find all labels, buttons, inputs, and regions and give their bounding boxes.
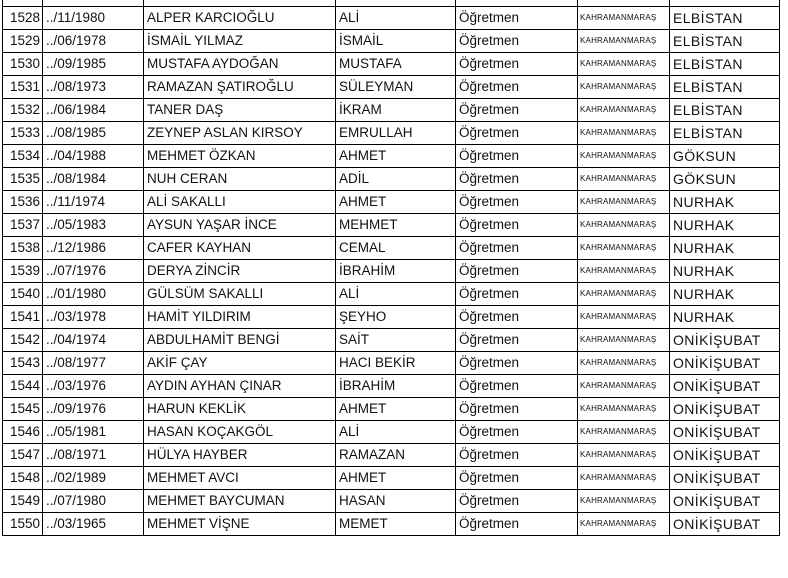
cell-father-name: ŞEYHO bbox=[336, 306, 456, 329]
cell-full-name: HASAN KOÇAKGÖL bbox=[144, 421, 336, 444]
cell-full-name: CAFER KAYHAN bbox=[144, 237, 336, 260]
cell-row-number: 1542 bbox=[3, 329, 43, 352]
cell-title: Öğretmen bbox=[456, 7, 578, 30]
cell-father-name: İKRAM bbox=[336, 99, 456, 122]
cell-row-number: 1547 bbox=[3, 444, 43, 467]
table-row bbox=[3, 444, 780, 467]
cell-province: KAHRAMANMARAŞ bbox=[578, 76, 670, 99]
cell-row-number: 1540 bbox=[3, 283, 43, 306]
cell-father-name: ALİ bbox=[336, 283, 456, 306]
cell-title: Öğretmen bbox=[456, 76, 578, 99]
table-row bbox=[3, 122, 780, 145]
cell-title: Öğretmen bbox=[456, 352, 578, 375]
cell-province: KAHRAMANMARAŞ bbox=[578, 283, 670, 306]
cell-full-name: TANER DAŞ bbox=[144, 99, 336, 122]
cell-district: ONİKİŞUBAT bbox=[670, 375, 780, 398]
cell-full-name: ALPER KARCIOĞLU bbox=[144, 7, 336, 30]
cell-birth-date: ../06/1984 bbox=[43, 99, 144, 122]
cell-full-name: MEHMET VİŞNE bbox=[144, 513, 336, 536]
cell-district: ELBİSTAN bbox=[670, 53, 780, 76]
cell-row-number: 1529 bbox=[3, 30, 43, 53]
cell-title: Öğretmen bbox=[456, 99, 578, 122]
cell-province: KAHRAMANMARAŞ bbox=[578, 53, 670, 76]
cell-row-number: 1550 bbox=[3, 513, 43, 536]
cell-full-name: MEHMET AVCI bbox=[144, 467, 336, 490]
cell-father-name: HASAN bbox=[336, 490, 456, 513]
cell-full-name: ZEYNEP ASLAN KIRSOY bbox=[144, 122, 336, 145]
cell-father-name: ALİ bbox=[336, 421, 456, 444]
cell-birth-date: ../03/1978 bbox=[43, 306, 144, 329]
cell-row-number: 1546 bbox=[3, 421, 43, 444]
cell-father-name: AHMET bbox=[336, 467, 456, 490]
table-row bbox=[3, 283, 780, 306]
cell-district: ONİKİŞUBAT bbox=[670, 513, 780, 536]
cell-title: Öğretmen bbox=[456, 306, 578, 329]
table-row bbox=[3, 30, 780, 53]
cell-row-number: 1532 bbox=[3, 99, 43, 122]
cell-title: Öğretmen bbox=[456, 30, 578, 53]
cell-district: ELBİSTAN bbox=[670, 122, 780, 145]
cell-birth-date: ../11/1980 bbox=[43, 7, 144, 30]
cell-birth-date: ../06/1978 bbox=[43, 30, 144, 53]
cell-province: KAHRAMANMARAŞ bbox=[578, 513, 670, 536]
cell-row-number: 1539 bbox=[3, 260, 43, 283]
cell-district: NURHAK bbox=[670, 260, 780, 283]
cell-birth-date: ../09/1976 bbox=[43, 398, 144, 421]
cell-province: KAHRAMANMARAŞ bbox=[578, 490, 670, 513]
cell-birth-date: ../03/1965 bbox=[43, 513, 144, 536]
cell-row-number: 1530 bbox=[3, 53, 43, 76]
cell-birth-date: ../08/1971 bbox=[43, 444, 144, 467]
table-row bbox=[3, 214, 780, 237]
cell-full-name: MEHMET BAYCUMAN bbox=[144, 490, 336, 513]
cell-province: KAHRAMANMARAŞ bbox=[578, 421, 670, 444]
cell-row-number: 1533 bbox=[3, 122, 43, 145]
table-row bbox=[3, 352, 780, 375]
cell-birth-date: ../09/1985 bbox=[43, 53, 144, 76]
cell-full-name: GÜLSÜM SAKALLI bbox=[144, 283, 336, 306]
table-row bbox=[3, 191, 780, 214]
cell-title: Öğretmen bbox=[456, 53, 578, 76]
cell-district: NURHAK bbox=[670, 283, 780, 306]
cell-father-name: HACI BEKİR bbox=[336, 352, 456, 375]
cell-title: Öğretmen bbox=[456, 375, 578, 398]
cell-full-name: HARUN KEKLİK bbox=[144, 398, 336, 421]
cell-father-name: RAMAZAN bbox=[336, 444, 456, 467]
table-row bbox=[3, 99, 780, 122]
cell-title: Öğretmen bbox=[456, 283, 578, 306]
cell-birth-date: ../11/1974 bbox=[43, 191, 144, 214]
cell-full-name: HAMİT YILDIRIM bbox=[144, 306, 336, 329]
table-row bbox=[3, 168, 780, 191]
cell-title: Öğretmen bbox=[456, 260, 578, 283]
table-row bbox=[3, 398, 780, 421]
cell-district: ELBİSTAN bbox=[670, 99, 780, 122]
cell-father-name: İBRAHİM bbox=[336, 260, 456, 283]
cell-full-name: MUSTAFA AYDOĞAN bbox=[144, 53, 336, 76]
cell-birth-date: ../08/1984 bbox=[43, 168, 144, 191]
cell-row-number: 1528 bbox=[3, 7, 43, 30]
cell-row-number: 1531 bbox=[3, 76, 43, 99]
cell-province: KAHRAMANMARAŞ bbox=[578, 329, 670, 352]
cell-title: Öğretmen bbox=[456, 145, 578, 168]
cell-full-name: ALİ SAKALLI bbox=[144, 191, 336, 214]
cell-row-number: 1544 bbox=[3, 375, 43, 398]
cell-row-number: 1545 bbox=[3, 398, 43, 421]
cell-province: KAHRAMANMARAŞ bbox=[578, 352, 670, 375]
cell-birth-date: ../03/1976 bbox=[43, 375, 144, 398]
cell-district: NURHAK bbox=[670, 214, 780, 237]
cell-full-name: AKİF ÇAY bbox=[144, 352, 336, 375]
cell-title: Öğretmen bbox=[456, 329, 578, 352]
cell-birth-date: ../05/1983 bbox=[43, 214, 144, 237]
table-row bbox=[3, 306, 780, 329]
cell-district: GÖKSUN bbox=[670, 168, 780, 191]
cell-district: ONİKİŞUBAT bbox=[670, 421, 780, 444]
cell-father-name: AHMET bbox=[336, 191, 456, 214]
cell-district: ONİKİŞUBAT bbox=[670, 467, 780, 490]
cell-title: Öğretmen bbox=[456, 444, 578, 467]
cell-district: NURHAK bbox=[670, 191, 780, 214]
cell-full-name: HÜLYA HAYBER bbox=[144, 444, 336, 467]
table-row bbox=[3, 145, 780, 168]
cell-full-name: NUH CERAN bbox=[144, 168, 336, 191]
cell-title: Öğretmen bbox=[456, 467, 578, 490]
table-row bbox=[3, 53, 780, 76]
cell-father-name: İBRAHİM bbox=[336, 375, 456, 398]
cell-birth-date: ../08/1985 bbox=[43, 122, 144, 145]
cell-row-number: 1538 bbox=[3, 237, 43, 260]
table-row bbox=[3, 76, 780, 99]
cell-father-name: SAİT bbox=[336, 329, 456, 352]
cell-father-name: SÜLEYMAN bbox=[336, 76, 456, 99]
cell-title: Öğretmen bbox=[456, 513, 578, 536]
table-row bbox=[3, 7, 780, 30]
table-row bbox=[3, 467, 780, 490]
cell-province: KAHRAMANMARAŞ bbox=[578, 444, 670, 467]
cell-father-name: AHMET bbox=[336, 145, 456, 168]
cell-full-name: MEHMET ÖZKAN bbox=[144, 145, 336, 168]
cell-title: Öğretmen bbox=[456, 168, 578, 191]
cell-province: KAHRAMANMARAŞ bbox=[578, 398, 670, 421]
cell-father-name: ALİ bbox=[336, 7, 456, 30]
cell-province: KAHRAMANMARAŞ bbox=[578, 375, 670, 398]
cell-birth-date: ../12/1986 bbox=[43, 237, 144, 260]
cell-row-number: 1537 bbox=[3, 214, 43, 237]
cell-district: ONİKİŞUBAT bbox=[670, 398, 780, 421]
cell-title: Öğretmen bbox=[456, 237, 578, 260]
cell-full-name: ABDULHAMİT BENGİ bbox=[144, 329, 336, 352]
cell-title: Öğretmen bbox=[456, 214, 578, 237]
cell-title: Öğretmen bbox=[456, 191, 578, 214]
cell-district: ONİKİŞUBAT bbox=[670, 329, 780, 352]
cell-birth-date: ../05/1981 bbox=[43, 421, 144, 444]
cell-province: KAHRAMANMARAŞ bbox=[578, 145, 670, 168]
cell-district: ONİKİŞUBAT bbox=[670, 352, 780, 375]
cell-province: KAHRAMANMARAŞ bbox=[578, 306, 670, 329]
cell-father-name: EMRULLAH bbox=[336, 122, 456, 145]
cell-full-name: DERYA ZİNCİR bbox=[144, 260, 336, 283]
cell-full-name: AYDIN AYHAN ÇINAR bbox=[144, 375, 336, 398]
cell-province: KAHRAMANMARAŞ bbox=[578, 237, 670, 260]
cell-birth-date: ../04/1974 bbox=[43, 329, 144, 352]
cell-district: ONİKİŞUBAT bbox=[670, 444, 780, 467]
cell-full-name: AYSUN YAŞAR İNCE bbox=[144, 214, 336, 237]
cell-district: ELBİSTAN bbox=[670, 7, 780, 30]
cell-birth-date: ../02/1989 bbox=[43, 467, 144, 490]
cell-province: KAHRAMANMARAŞ bbox=[578, 99, 670, 122]
cell-title: Öğretmen bbox=[456, 490, 578, 513]
cell-father-name: ADİL bbox=[336, 168, 456, 191]
cell-district: NURHAK bbox=[670, 237, 780, 260]
cell-father-name: MUSTAFA bbox=[336, 53, 456, 76]
cell-row-number: 1534 bbox=[3, 145, 43, 168]
cell-title: Öğretmen bbox=[456, 421, 578, 444]
cell-province: KAHRAMANMARAŞ bbox=[578, 30, 670, 53]
cell-province: KAHRAMANMARAŞ bbox=[578, 168, 670, 191]
cell-row-number: 1549 bbox=[3, 490, 43, 513]
cell-district: ONİKİŞUBAT bbox=[670, 490, 780, 513]
cell-province: KAHRAMANMARAŞ bbox=[578, 467, 670, 490]
table-row bbox=[3, 490, 780, 513]
cell-father-name: AHMET bbox=[336, 398, 456, 421]
cell-district: ELBİSTAN bbox=[670, 76, 780, 99]
cell-province: KAHRAMANMARAŞ bbox=[578, 260, 670, 283]
table-row bbox=[3, 375, 780, 398]
table-row bbox=[3, 260, 780, 283]
cell-district: NURHAK bbox=[670, 306, 780, 329]
table-row bbox=[3, 329, 780, 352]
cell-district: GÖKSUN bbox=[670, 145, 780, 168]
cell-birth-date: ../07/1976 bbox=[43, 260, 144, 283]
cell-province: KAHRAMANMARAŞ bbox=[578, 191, 670, 214]
cell-row-number: 1535 bbox=[3, 168, 43, 191]
cell-father-name: MEMET bbox=[336, 513, 456, 536]
cell-province: KAHRAMANMARAŞ bbox=[578, 214, 670, 237]
cell-row-number: 1536 bbox=[3, 191, 43, 214]
cell-province: KAHRAMANMARAŞ bbox=[578, 122, 670, 145]
cell-province: KAHRAMANMARAŞ bbox=[578, 7, 670, 30]
cell-father-name: MEHMET bbox=[336, 214, 456, 237]
table-row bbox=[3, 513, 780, 536]
cell-full-name: İSMAİL YILMAZ bbox=[144, 30, 336, 53]
cell-title: Öğretmen bbox=[456, 122, 578, 145]
cell-district: ELBİSTAN bbox=[670, 30, 780, 53]
table-row bbox=[3, 421, 780, 444]
cell-birth-date: ../01/1980 bbox=[43, 283, 144, 306]
cell-birth-date: ../08/1973 bbox=[43, 76, 144, 99]
cell-row-number: 1543 bbox=[3, 352, 43, 375]
cell-birth-date: ../07/1980 bbox=[43, 490, 144, 513]
cell-father-name: CEMAL bbox=[336, 237, 456, 260]
cell-birth-date: ../08/1977 bbox=[43, 352, 144, 375]
cell-title: Öğretmen bbox=[456, 398, 578, 421]
cell-full-name: RAMAZAN ŞATIROĞLU bbox=[144, 76, 336, 99]
cell-father-name: İSMAİL bbox=[336, 30, 456, 53]
cell-birth-date: ../04/1988 bbox=[43, 145, 144, 168]
table-row bbox=[3, 237, 780, 260]
cell-row-number: 1541 bbox=[3, 306, 43, 329]
cell-row-number: 1548 bbox=[3, 467, 43, 490]
personnel-table bbox=[2, 0, 780, 536]
